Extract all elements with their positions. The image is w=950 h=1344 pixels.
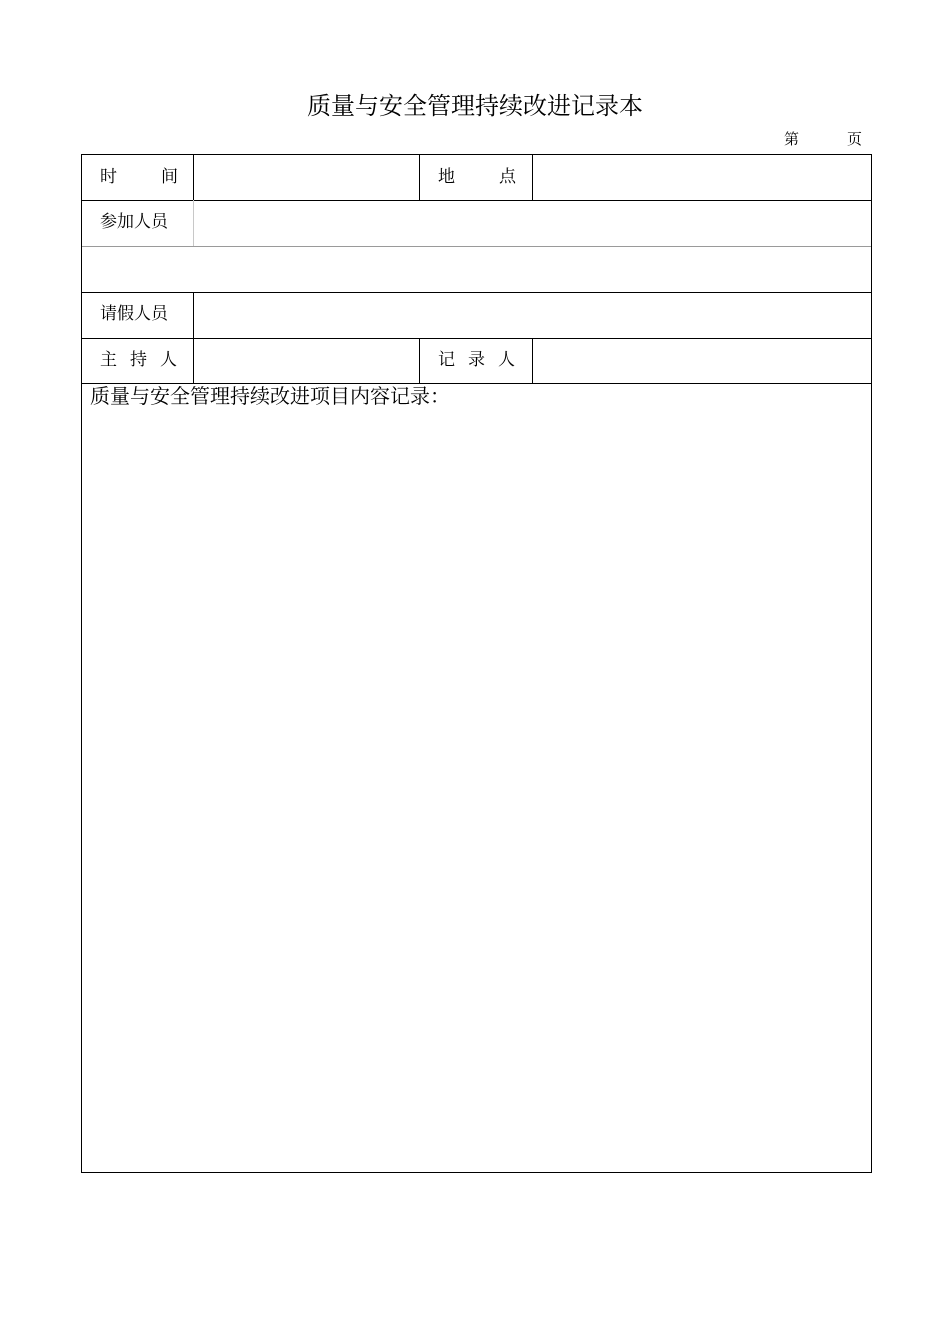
row-divider [82,246,871,247]
host-label: 主 持 人 [100,350,177,370]
attendees-extra-field[interactable] [90,258,862,280]
attendees-label: 参加人员 [100,212,168,232]
content-field[interactable] [90,414,863,1164]
record-form [81,154,872,1173]
host-field[interactable] [202,350,410,372]
content-section [82,384,871,1172]
page-number [784,128,862,149]
time-label: 时 间 [100,167,178,187]
absentees-field[interactable] [202,304,862,326]
time-field[interactable] [202,167,410,189]
attendees-field[interactable] [202,212,862,234]
column-divider [193,155,194,200]
row-divider [82,338,871,339]
row-divider [82,200,871,201]
column-divider [193,292,194,383]
page-number-prefix: 第 [784,130,800,148]
recorder-field[interactable] [542,350,862,372]
recorder-label: 记 录 人 [438,350,515,370]
location-label: 地 点 [438,167,516,187]
column-divider [532,338,533,383]
row-divider [82,292,871,293]
column-divider [193,200,194,246]
column-divider [419,338,420,383]
absentees-label: 请假人员 [100,304,168,324]
content-label: 质量与安全管理持续改进项目内容记录： [90,384,450,408]
page-number-suffix: 页 [846,130,862,148]
column-divider [419,155,420,200]
column-divider [532,155,533,200]
location-field[interactable] [542,167,862,189]
document-title: 质量与安全管理持续改进记录本 [307,92,643,120]
